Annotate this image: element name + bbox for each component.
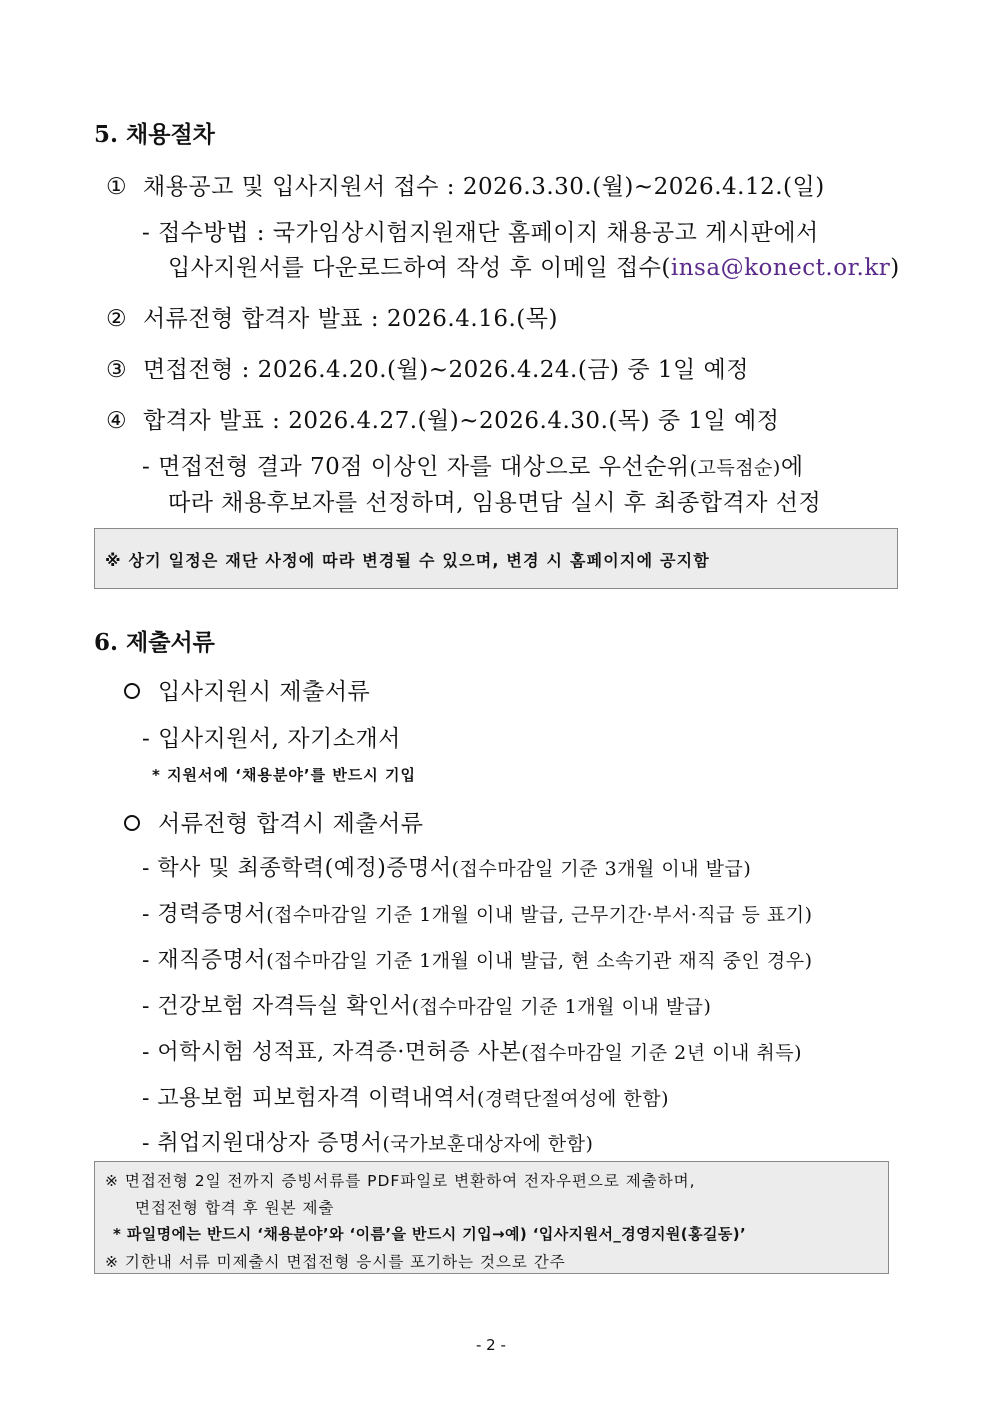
step-3 [106,351,749,384]
doc-item-4-sub: (접수마감일 기준 1개월 이내 발급) [411,996,712,1018]
doc-item-4-main: - 건강보험 자격득실 확인서 [142,994,412,1019]
doc-item-1 [142,851,751,882]
step-4-number: ④ [106,408,128,434]
step-2-number: ② [106,306,128,332]
box-line-3: * 파일명에는 반드시 ‘채용분야’와 ‘이름’을 반드시 기입→예) ‘입사지원서_경영지원(홍길동)’ [113,1225,747,1243]
doc-item-6 [142,1081,669,1112]
step-3-number: ③ [106,357,128,383]
notice-text: ※ 상기 일정은 재단 사정에 따라 변경될 수 있으며, 변경 시 홈페이지에 공지함 [105,551,710,570]
method-close: ) [890,255,900,281]
bullet-circle-icon [124,683,140,699]
doc-item-5 [142,1035,802,1066]
doc-item-3-main: - 재직증명서 [142,948,267,973]
result-line-2: 따라 채용후보자를 선정하며, 임용면담 실시 후 최종합격자 선정 [168,490,822,516]
result-line-1 [142,448,804,481]
step-2-text: 서류전형 합격자 발표 : 2026.4.16.(목) [142,306,558,332]
doc-item-7 [142,1126,593,1157]
doc-item-2-main: - 경력증명서 [142,902,267,927]
doc-item-7-sub: (국가보훈대상자에 한함) [382,1133,594,1155]
box-line-2: 면접전형 합격 후 원본 제출 [135,1199,335,1217]
result-text-a: - 면접전형 결과 70점 이상인 자를 대상으로 우선순위 [142,454,690,480]
method-text: 입사지원서를 다운로드하여 작성 후 이메일 접수( [168,255,671,281]
group1-title: 입사지원시 제출서류 [158,679,371,705]
doc-item-2-sub: (접수마감일 기준 1개월 이내 발급, 근무기간·부서·직급 등 표기) [266,904,813,926]
submission-notice-box [94,1161,889,1274]
step-1-text: 채용공고 및 입사지원서 접수 : 2026.3.30.(월)~2026.4.12.(일) [142,174,825,200]
bullet-circle-icon [124,815,140,831]
notice-box [94,528,898,589]
doc-item-6-main: - 고용보험 피보험자격 이력내역서 [142,1086,477,1111]
step-1-number: ① [106,174,128,200]
doc-item-5-main: - 어학시험 성적표, 자격증·면허증 사본 [142,1040,522,1065]
doc-item-4 [142,989,711,1020]
group1-item: - 입사지원서, 자기소개서 [142,726,401,752]
doc-item-7-main: - 취업지원대상자 증명서 [142,1131,383,1156]
doc-item-5-sub: (접수마감일 기준 2년 이내 취득) [521,1042,803,1064]
method-line-1: - 접수방법 : 국가임상시험지원재단 홈페이지 채용공고 게시판에서 [142,220,819,246]
group2-title: 서류전형 합격시 제출서류 [158,811,424,837]
doc-item-3-sub: (접수마감일 기준 1개월 이내 발급, 현 소속기관 재직 중인 경우) [266,950,813,972]
step-2 [106,300,558,333]
result-text-b: (고득점순) [689,457,781,479]
step-1 [106,168,825,201]
group1-note: * 지원서에 ‘채용분야’를 반드시 기입 [152,766,416,784]
doc-item-1-sub: (접수마감일 기준 3개월 이내 발급) [451,858,752,880]
doc-item-1-main: - 학사 및 최종학력(예정)증명서 [142,856,452,881]
page-number: - 2 - [476,1336,506,1354]
doc-item-2 [142,897,813,928]
step-4 [106,402,779,435]
step-4-text: 합격자 발표 : 2026.4.27.(월)~2026.4.30.(목) 중 1일 예정 [142,408,780,434]
doc-item-3 [142,943,813,974]
section5-title: 5. 채용절차 [94,121,215,148]
result-text-c: 에 [780,454,804,480]
step-3-text: 면접전형 : 2026.4.20.(월)~2026.4.24.(금) 중 1일 예정 [142,357,749,383]
box-line-1: ※ 면접전형 2일 전까지 증빙서류를 PDF파일로 변환하여 전자우편으로 제출하며, [105,1172,696,1190]
method-line-2 [168,249,900,282]
box-line-4: ※ 기한내 서류 미제출시 면접전형 응시를 포기하는 것으로 간주 [105,1253,566,1271]
doc-item-6-sub: (경력단절여성에 한함) [476,1088,670,1110]
email-link[interactable]: insa@konect.or.kr [670,255,891,281]
section6-title: 6. 제출서류 [94,629,215,656]
